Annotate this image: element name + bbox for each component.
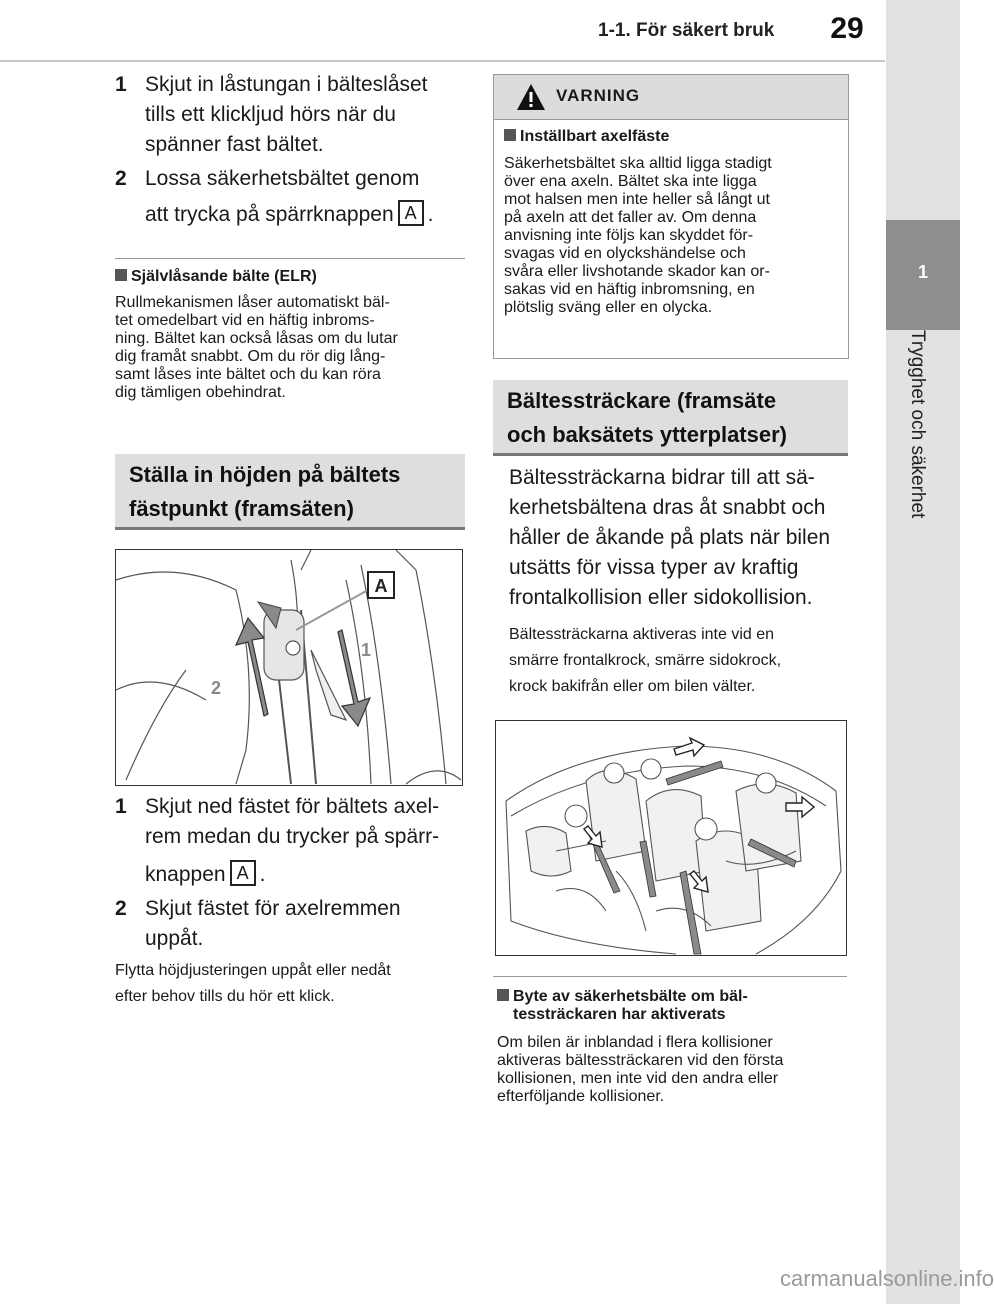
- step-line: Lossa säkerhetsbältet genom: [145, 167, 420, 190]
- label-a-tag: A: [230, 860, 256, 886]
- elr-line: tet omedelbart vid en häftig inbroms-: [115, 312, 375, 329]
- warning-line: svåra eller livshotande skador kan or-: [504, 263, 770, 280]
- step-2-slide-up: [115, 894, 465, 954]
- warning-line: plötslig sväng eller en olycka.: [504, 299, 713, 316]
- elr-block: [115, 268, 465, 402]
- elr-line: samt låses inte bältet och du kan röra: [115, 366, 381, 383]
- warning-title: VARNING: [556, 86, 641, 105]
- replace-heading-line: tessträckaren har aktiverats: [513, 1006, 726, 1023]
- bullet-square-icon: [497, 989, 509, 1001]
- replace-line: kollisionen, men inte vid den andra eller: [497, 1070, 779, 1087]
- step-line: rem medan du trycker på spärr-: [145, 825, 440, 848]
- elr-line: Rullmekanismen låser automatiskt bäl-: [115, 294, 390, 311]
- elr-line: dig tämligen obehindrat.: [115, 384, 286, 401]
- figure-label-a: A: [374, 576, 388, 596]
- elr-line: dig framåt snabbt. Om du rör dig lång-: [115, 348, 386, 365]
- step-number: 2: [115, 167, 127, 190]
- bullet-square-icon: [504, 129, 516, 141]
- para-line: utsätts för vissa typer av kraftig: [509, 556, 799, 579]
- elr-heading: Självlåsande bälte (ELR): [131, 268, 317, 285]
- step-line: knappen: [145, 863, 226, 886]
- replace-line: Om bilen är inblandad i flera kollisioner: [497, 1034, 773, 1051]
- divider: [493, 976, 847, 977]
- figure-label-1: 1: [361, 640, 372, 660]
- shoulder-anchor-figure: [115, 549, 463, 786]
- para-line: kerhetsbältena dras åt snabbt och: [509, 496, 826, 519]
- note-line: efter behov tills du hör ett klick.: [115, 988, 335, 1005]
- warning-subheading: Inställbart axelfäste: [520, 128, 670, 145]
- step-number: 1: [115, 73, 127, 96]
- step-line: uppåt.: [145, 927, 204, 950]
- chapter-number: 1: [917, 262, 928, 282]
- pretensioner-note: [509, 622, 869, 700]
- page-number: 29: [830, 12, 864, 45]
- warning-box: [493, 74, 849, 359]
- section-title-line: Bältessträckare (framsäte: [507, 388, 777, 413]
- watermark: carmanualsonline.info: [780, 1266, 994, 1291]
- height-adjust-heading: [115, 454, 465, 530]
- note-line: Bältessträckarna aktiveras inte vid en: [509, 626, 775, 643]
- warning-line: anvisning inte följs kan skyddet för-: [504, 227, 754, 244]
- warning-header: [494, 75, 848, 120]
- step-line: Skjut ned fästet för bältets axel-: [145, 795, 440, 818]
- warning-line: sakas vid en häftig inbromsning, en: [504, 281, 755, 298]
- adjust-note: [115, 958, 475, 1010]
- step-tail: .: [259, 863, 266, 886]
- chapter-title: Trygghet och säkerhet: [907, 330, 928, 519]
- warning-line: svagas vid en olyckshändelse och: [504, 245, 746, 262]
- step-number: 1: [115, 795, 127, 818]
- bullet-square-icon: [115, 269, 127, 281]
- header-rule: [0, 60, 885, 62]
- replace-block: [497, 988, 867, 1106]
- warning-line: över ena axeln. Bältet ska inte ligga: [504, 173, 757, 190]
- replace-line: efterföljande kollisioner.: [497, 1088, 665, 1105]
- step-number: 2: [115, 897, 127, 920]
- note-line: Flytta höjdjusteringen uppåt eller nedåt: [115, 962, 391, 979]
- step-1-slide-down: [115, 792, 465, 890]
- step-line: Skjut in låstungan i bälteslåset: [145, 73, 428, 96]
- warning-triangle-icon: [516, 83, 546, 111]
- warning-line: på axeln att det faller av. Om denna: [504, 209, 757, 226]
- section-header: 1-1. För säkert bruk: [598, 20, 775, 41]
- note-line: krock bakifrån eller om bilen välter.: [509, 678, 756, 695]
- label-a-tag: A: [398, 200, 424, 226]
- replace-line: aktiveras bältessträckaren vid den första: [497, 1052, 784, 1069]
- step-line: att trycka på spärrknappen: [145, 203, 394, 226]
- divider: [115, 258, 465, 259]
- pretensioner-heading: [493, 380, 848, 456]
- section-title-line: Ställa in höjden på bältets: [129, 462, 401, 487]
- shoulder-anchor-illustration: [116, 550, 461, 784]
- elr-line: ning. Bältet kan också låsas om du lutar: [115, 330, 398, 347]
- replace-heading-line: Byte av säkerhetsbälte om bäl-: [513, 988, 748, 1005]
- cabin-illustration: [496, 721, 845, 954]
- pretensioner-paragraph: [509, 463, 879, 613]
- figure-label-2: 2: [211, 678, 222, 698]
- para-line: Bältessträckarna bidrar till att sä-: [509, 466, 815, 489]
- step-line: spänner fast bältet.: [145, 133, 324, 156]
- step-line: Skjut fästet för axelremmen: [145, 897, 401, 920]
- step-1-buckle: [115, 70, 465, 160]
- section-title-line: fästpunkt (framsäten): [129, 496, 354, 521]
- warning-line: Säkerhetsbältet ska alltid ligga stadigt: [504, 155, 772, 172]
- cabin-pretensioner-figure: [495, 720, 847, 956]
- step-2-release: [115, 164, 465, 230]
- section-title-line: och baksätets ytterplatser): [507, 422, 787, 447]
- step-line: tills ett klickljud hörs när du: [145, 103, 396, 126]
- note-line: smärre frontalkrock, smärre sidokrock,: [509, 652, 782, 669]
- para-line: frontalkollision eller sidokollision.: [509, 586, 813, 609]
- warning-line: mot halsen men inte heller så långt ut: [504, 191, 770, 208]
- step-tail: .: [427, 203, 434, 226]
- chapter-sideband: [886, 0, 960, 1304]
- para-line: håller de åkande på plats när bilen: [509, 526, 831, 549]
